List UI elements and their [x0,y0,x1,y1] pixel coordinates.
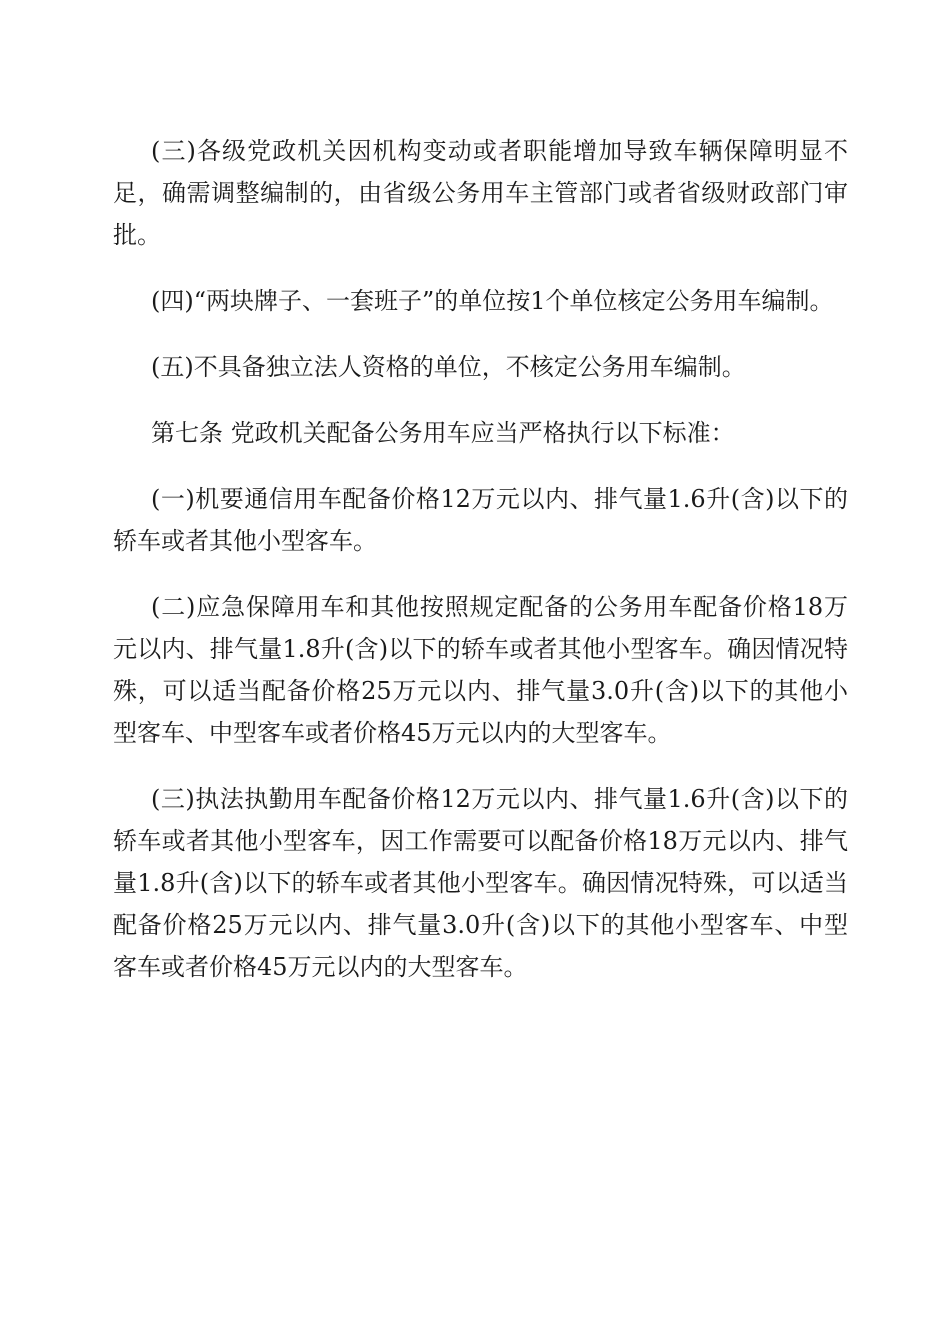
paragraph-article-7-item-2: (二)应急保障用车和其他按照规定配备的公务用车配备价格18万元以内、排气量1.8升(含)以下的轿车或者其他小型客车。确因情况特殊，可以适当配备价格25万元以内、排气量3.0升(含)以下的其他小型客车、中型客车或者价格45万元以内的大型客车。 [113,593,848,747]
paragraph-item-4-two-plaques: (四)“两块牌子、一套班子”的单位按1个单位核定公务用车编制。 [151,287,834,315]
paragraph-item-5-no-legal-person: (五)不具备独立法人资格的单位，不核定公务用车编制。 [151,353,746,381]
paragraph-item-3-approval: (三)各级党政机关因机构变动或者职能增加导致车辆保障明显不足，确需调整编制的，由省级公务用车主管部门或者省级财政部门审批。 [113,137,848,249]
paragraph-article-7-item-3: (三)执法执勤用车配备价格12万元以内、排气量1.6升(含)以下的轿车或者其他小型客车，因工作需要可以配备价格18万元以内、排气量1.8升(含)以下的轿车或者其他小型客车。确因情况特殊，可以适当配备价格25万元以内、排气量3.0升(含)以下的其他小型客车、中型客车或者价格45万元以内的大型客车。 [113,785,848,981]
document-body [113,130,848,1012]
paragraph-article-7-item-1: (一)机要通信用车配备价格12万元以内、排气量1.6升(含)以下的轿车或者其他小型客车。 [113,485,848,555]
paragraph-article-7-heading: 第七条 党政机关配备公务用车应当严格执行以下标准： [151,419,735,447]
